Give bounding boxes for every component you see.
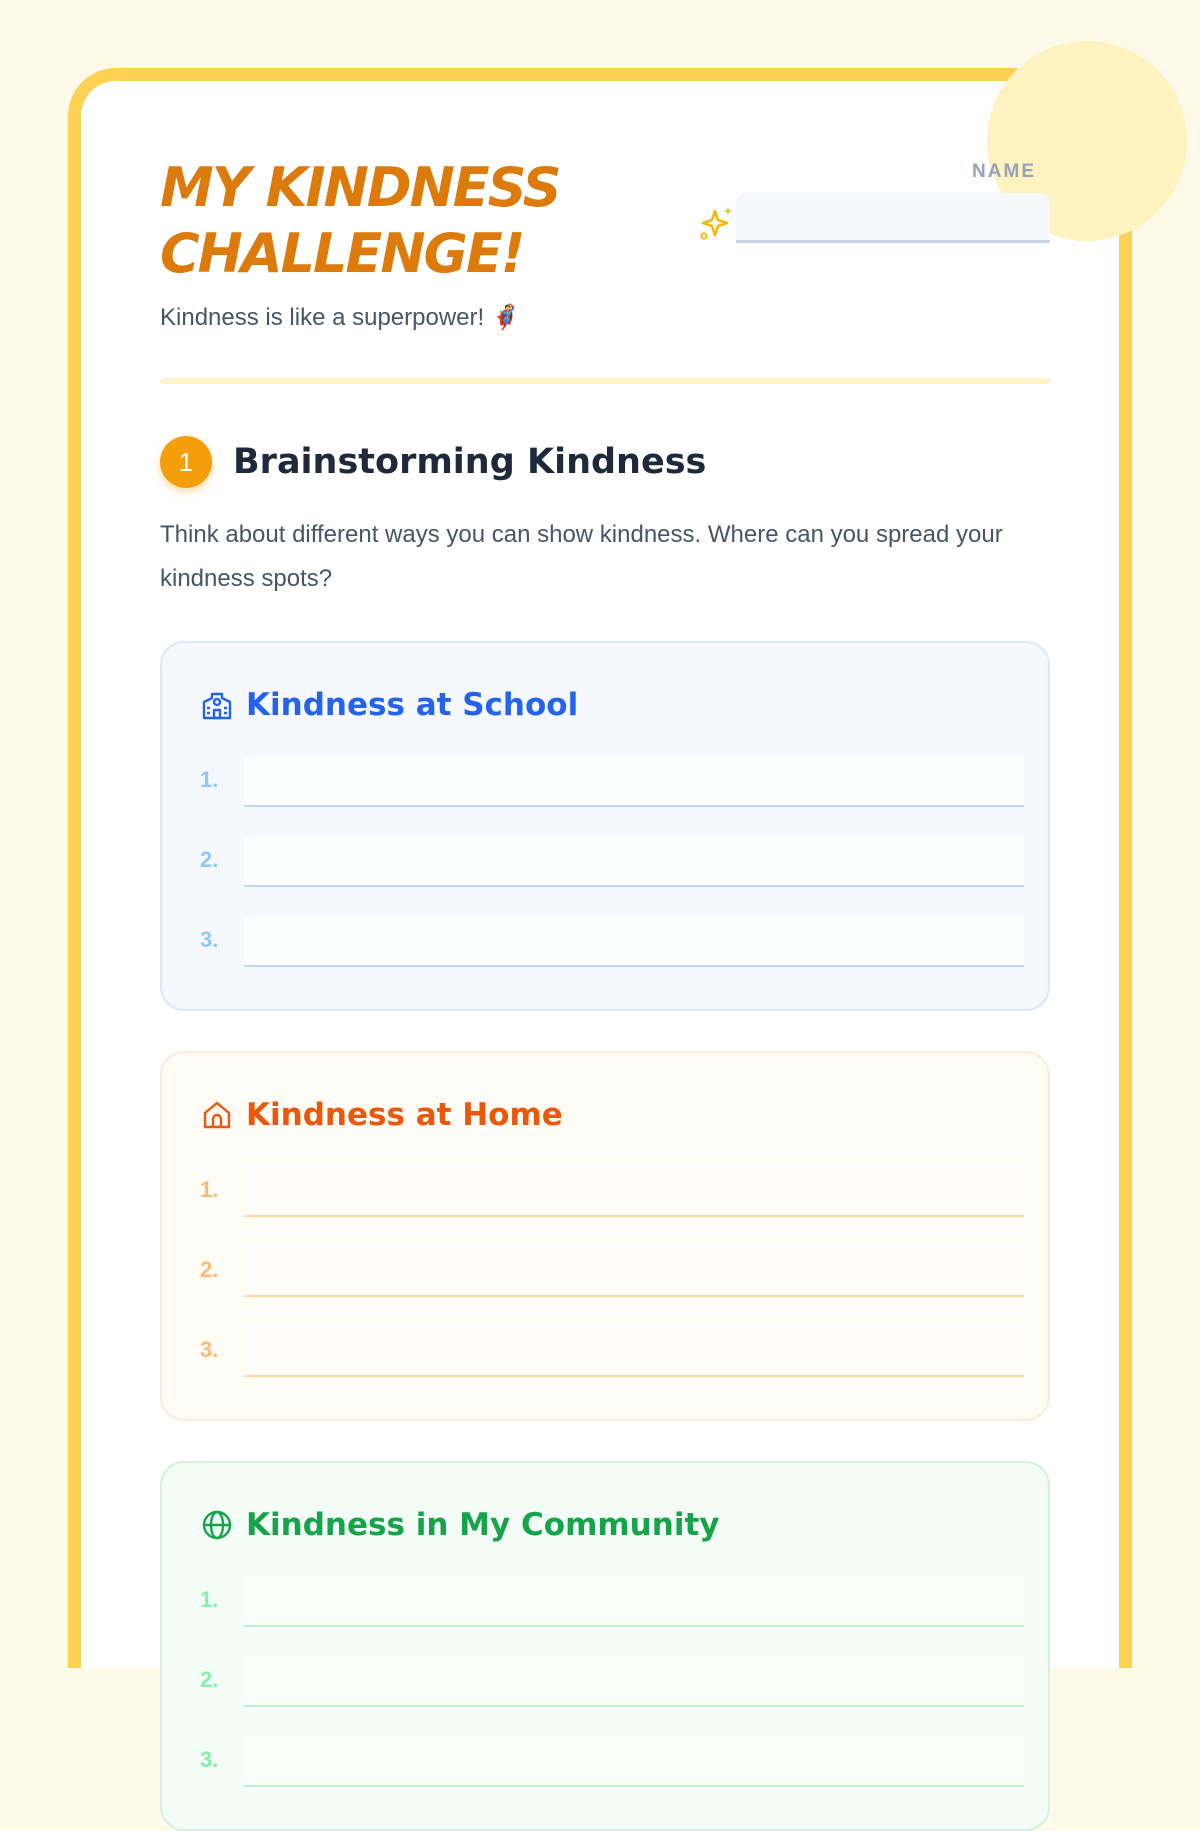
sparkle-icon <box>698 205 736 243</box>
globe-icon <box>200 1508 234 1542</box>
worksheet-card <box>68 68 1132 1772</box>
school-answer-2[interactable] <box>244 835 1024 887</box>
item-number: 3. <box>200 927 219 952</box>
school-answer-3[interactable] <box>244 915 1024 967</box>
step-number-badge: 1 <box>160 436 212 488</box>
item-number: 2. <box>200 1257 219 1282</box>
school-answer-1[interactable] <box>244 755 1024 807</box>
school-icon <box>200 688 234 722</box>
tagline: Kindness is like a superpower! 🦸 <box>160 304 521 331</box>
list-item <box>200 1575 1020 1627</box>
list-item <box>200 1735 1020 1787</box>
home-icon <box>200 1098 234 1132</box>
item-number: 2. <box>200 1667 219 1692</box>
list-item <box>200 1245 1020 1297</box>
name-field[interactable] <box>736 193 1050 243</box>
community-answer-2[interactable] <box>244 1655 1024 1707</box>
school-box-title: Kindness at School <box>246 687 579 723</box>
community-box <box>160 1461 1050 1831</box>
community-answer-1[interactable] <box>244 1575 1024 1627</box>
title-line-2: CHALLENGE! <box>160 222 524 285</box>
page-title <box>160 155 620 287</box>
list-item <box>200 1165 1020 1217</box>
section-title: Brainstorming Kindness <box>233 442 707 482</box>
school-box <box>160 641 1050 1011</box>
list-item <box>200 835 1020 887</box>
home-answer-2[interactable] <box>244 1245 1024 1297</box>
item-number: 3. <box>200 1337 219 1362</box>
list-item <box>200 915 1020 967</box>
item-number: 1. <box>200 767 219 792</box>
home-answer-1[interactable] <box>244 1165 1024 1217</box>
home-box-title: Kindness at Home <box>246 1097 563 1133</box>
list-item <box>200 755 1020 807</box>
item-number: 1. <box>200 1177 219 1202</box>
section-description: Think about different ways you can show kindness. Where can you spread your kindness spots? <box>160 521 1003 592</box>
community-box-title: Kindness in My Community <box>246 1507 720 1543</box>
home-box <box>160 1051 1050 1421</box>
name-label: NAME <box>972 161 1036 182</box>
item-number: 3. <box>200 1747 219 1772</box>
list-item <box>200 1325 1020 1377</box>
home-answer-3[interactable] <box>244 1325 1024 1377</box>
list-item <box>200 1655 1020 1707</box>
item-number: 2. <box>200 847 219 872</box>
title-line-1: MY KINDNESS <box>160 156 560 219</box>
community-answer-3[interactable] <box>244 1735 1024 1787</box>
item-number: 1. <box>200 1587 219 1612</box>
header-divider <box>160 378 1050 384</box>
